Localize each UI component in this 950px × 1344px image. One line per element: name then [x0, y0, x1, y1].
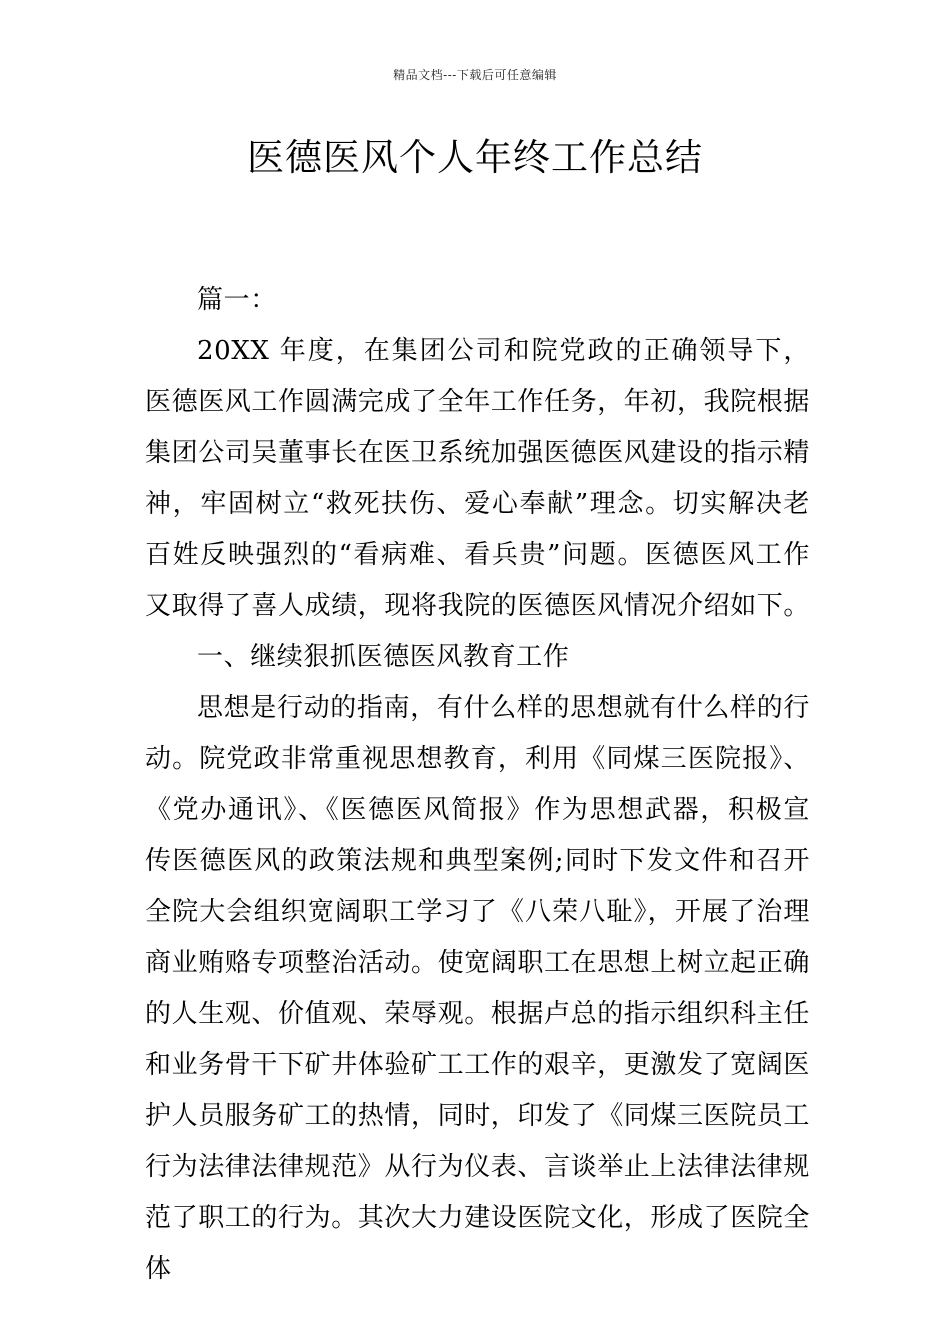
part-label: 篇一： — [197, 285, 277, 315]
section-heading-1: 一、继续狠抓医德医风教育工作 — [197, 642, 570, 672]
section-1-paragraph: 思想是行动的指南，有什么样的思想就有什么样的行动。院党政非常重视思想教育，利用《同煤三医院报》、《党办通讯》、《医德医风简报》作为思想武器，积极宣传医德医风的政策法规和典型案例;同时下发文件和召开全院大会组织宽阔职工学习了《八荣八耻》，开展了治理商业贿赂专项整治活动。使宽阔职工在思想上树立起正确的人生观、价值观、荣辱观。根据卢总的指示组织科主任和业务骨干下矿井体验矿工工作的艰辛，更激发了宽阔医护人员服务矿工的热情，同时，印发了《同煤三医院员工行为法律法律规范》从行为仪表、言谈举止上法律法律规范了职工的行为。其次大力建设医院文化，形成了医院全体 — [145, 693, 811, 1284]
intro-paragraph: 20XX 年度，在集团公司和院党政的正确领导下，医德医风工作圆满完成了全年工作任务，年初，我院根据集团公司吴董事长在医卫系统加强医德医风建设的指示精神，牢固树立“救死扶伤、爱心奉献”理念。切实解决老百姓反映强烈的“看病难、看兵贵”问题。医德医风工作又取得了喜人成绩，现将我院的医德医风情况介绍如下。 — [145, 336, 811, 621]
document-body — [145, 275, 810, 1295]
header-note: 精品文档---下载后可任意编辑 — [393, 68, 557, 82]
document-title: 医德医风个人年终工作总结 — [247, 136, 703, 179]
